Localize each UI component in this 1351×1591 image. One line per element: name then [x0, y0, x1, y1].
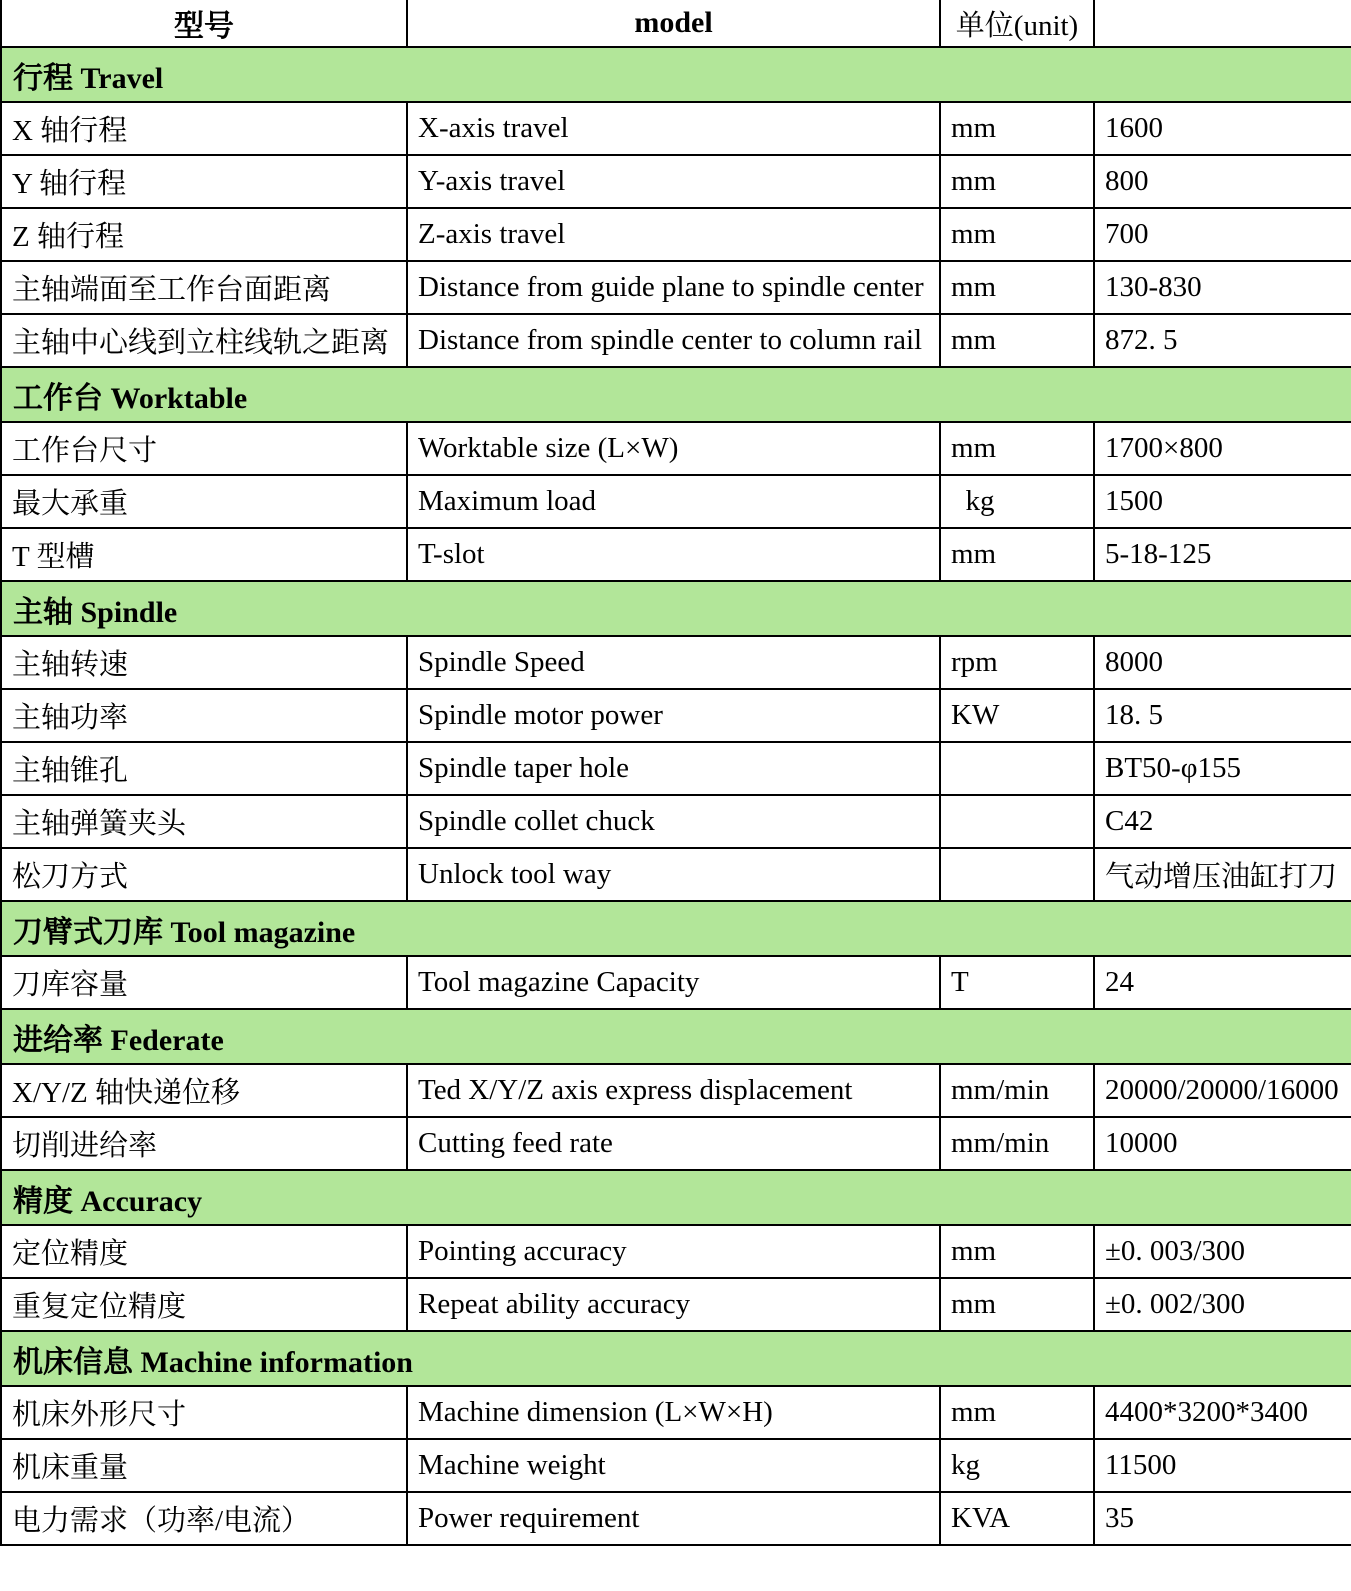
spec-row	[1, 1064, 1351, 1117]
spec-row	[1, 261, 1351, 314]
spec-value: 1700×800	[1094, 422, 1351, 475]
spec-unit: mm/min	[940, 1064, 1094, 1117]
spec-value: 700	[1094, 208, 1351, 261]
spec-name-cn: 最大承重	[1, 475, 407, 528]
section-title: 机床信息 Machine information	[1, 1331, 1351, 1386]
spec-row	[1, 314, 1351, 367]
spec-row	[1, 848, 1351, 901]
spec-value: 800	[1094, 155, 1351, 208]
spec-name-en: Cutting feed rate	[407, 1117, 940, 1170]
spec-row	[1, 689, 1351, 742]
spec-value: 20000/20000/16000	[1094, 1064, 1351, 1117]
spec-value: 24	[1094, 956, 1351, 1009]
spec-unit	[940, 848, 1094, 901]
spec-value: C42	[1094, 795, 1351, 848]
spec-row	[1, 1492, 1351, 1545]
spec-row	[1, 155, 1351, 208]
spec-name-cn: X 轴行程	[1, 102, 407, 155]
header-row	[1, 0, 1351, 47]
spec-unit: mm	[940, 261, 1094, 314]
spec-row	[1, 528, 1351, 581]
spec-row	[1, 475, 1351, 528]
spec-name-cn: 切削进给率	[1, 1117, 407, 1170]
spec-name-en: Spindle motor power	[407, 689, 940, 742]
table-header	[1, 0, 1351, 47]
spec-name-cn: 主轴中心线到立柱线轨之距离	[1, 314, 407, 367]
spec-name-en: Distance from spindle center to column rail	[407, 314, 940, 367]
spec-row	[1, 422, 1351, 475]
spec-row	[1, 1225, 1351, 1278]
spec-name-en: Maximum load	[407, 475, 940, 528]
spec-unit: KW	[940, 689, 1094, 742]
spec-name-cn: 主轴转速	[1, 636, 407, 689]
spec-row	[1, 1278, 1351, 1331]
spec-value: 10000	[1094, 1117, 1351, 1170]
spec-row	[1, 1439, 1351, 1492]
spec-name-en: Repeat ability accuracy	[407, 1278, 940, 1331]
spec-value: 1600	[1094, 102, 1351, 155]
header-model-en: model	[407, 0, 940, 47]
spec-name-cn: Y 轴行程	[1, 155, 407, 208]
section-title: 进给率 Federate	[1, 1009, 1351, 1064]
spec-value: ±0. 003/300	[1094, 1225, 1351, 1278]
spec-value: 气动增压油缸打刀	[1094, 848, 1351, 901]
spec-name-en: Worktable size (L×W)	[407, 422, 940, 475]
spec-unit: mm	[940, 1278, 1094, 1331]
spec-row	[1, 956, 1351, 1009]
spec-name-en: Tool magazine Capacity	[407, 956, 940, 1009]
spec-name-en: Spindle taper hole	[407, 742, 940, 795]
spec-row	[1, 1386, 1351, 1439]
spec-row	[1, 636, 1351, 689]
spec-unit: kg	[940, 1439, 1094, 1492]
spec-unit: kg	[940, 475, 1094, 528]
spec-unit: rpm	[940, 636, 1094, 689]
spec-row	[1, 795, 1351, 848]
section-title: 行程 Travel	[1, 47, 1351, 102]
section-header-row	[1, 1009, 1351, 1064]
spec-name-en: X-axis travel	[407, 102, 940, 155]
section-title: 主轴 Spindle	[1, 581, 1351, 636]
spec-name-cn: 电力需求（功率/电流）	[1, 1492, 407, 1545]
spec-name-en: Machine dimension (L×W×H)	[407, 1386, 940, 1439]
section-header-row	[1, 47, 1351, 102]
table-body	[1, 47, 1351, 1545]
spec-unit: mm	[940, 155, 1094, 208]
spec-row	[1, 208, 1351, 261]
spec-row	[1, 1117, 1351, 1170]
spec-unit: T	[940, 956, 1094, 1009]
spec-name-cn: 重复定位精度	[1, 1278, 407, 1331]
spec-row	[1, 742, 1351, 795]
spec-unit: mm	[940, 208, 1094, 261]
spec-value: 11500	[1094, 1439, 1351, 1492]
spec-unit: mm	[940, 1386, 1094, 1439]
spec-unit: KVA	[940, 1492, 1094, 1545]
section-title: 刀臂式刀库 Tool magazine	[1, 901, 1351, 956]
section-header-row	[1, 901, 1351, 956]
spec-name-en: Spindle Speed	[407, 636, 940, 689]
spec-value: 8000	[1094, 636, 1351, 689]
spec-unit: mm/min	[940, 1117, 1094, 1170]
section-header-row	[1, 581, 1351, 636]
spec-value: 130-830	[1094, 261, 1351, 314]
section-title: 工作台 Worktable	[1, 367, 1351, 422]
spec-name-en: Distance from guide plane to spindle center	[407, 261, 940, 314]
spec-value: ±0. 002/300	[1094, 1278, 1351, 1331]
section-header-row	[1, 367, 1351, 422]
spec-name-cn: 主轴弹簧夹头	[1, 795, 407, 848]
spec-name-en: Power requirement	[407, 1492, 940, 1545]
section-header-row	[1, 1170, 1351, 1225]
spec-value: 35	[1094, 1492, 1351, 1545]
spec-unit: mm	[940, 102, 1094, 155]
spec-name-en: T-slot	[407, 528, 940, 581]
spec-name-cn: 机床重量	[1, 1439, 407, 1492]
spec-name-cn: 松刀方式	[1, 848, 407, 901]
header-unit: 单位(unit)	[940, 0, 1094, 47]
spec-unit	[940, 742, 1094, 795]
section-title: 精度 Accuracy	[1, 1170, 1351, 1225]
header-model-cn: 型号	[1, 0, 407, 47]
spec-name-en: Z-axis travel	[407, 208, 940, 261]
spec-name-cn: 主轴端面至工作台面距离	[1, 261, 407, 314]
spec-value: 4400*3200*3400	[1094, 1386, 1351, 1439]
spec-value: 18. 5	[1094, 689, 1351, 742]
spec-name-en: Pointing accuracy	[407, 1225, 940, 1278]
spec-value: 5-18-125	[1094, 528, 1351, 581]
section-header-row	[1, 1331, 1351, 1386]
spec-name-cn: Z 轴行程	[1, 208, 407, 261]
spec-name-cn: X/Y/Z 轴快递位移	[1, 1064, 407, 1117]
spec-name-cn: 主轴锥孔	[1, 742, 407, 795]
spec-unit: mm	[940, 314, 1094, 367]
spec-unit: mm	[940, 422, 1094, 475]
spec-unit: mm	[940, 528, 1094, 581]
spec-unit: mm	[940, 1225, 1094, 1278]
spec-name-en: Machine weight	[407, 1439, 940, 1492]
spec-value: BT50-φ155	[1094, 742, 1351, 795]
spec-name-cn: 定位精度	[1, 1225, 407, 1278]
spec-name-en: Unlock tool way	[407, 848, 940, 901]
spec-name-en: Y-axis travel	[407, 155, 940, 208]
spec-name-cn: 刀库容量	[1, 956, 407, 1009]
spec-name-cn: 机床外形尺寸	[1, 1386, 407, 1439]
spec-name-cn: 主轴功率	[1, 689, 407, 742]
spec-row	[1, 102, 1351, 155]
header-value-blank	[1094, 0, 1351, 47]
spec-value: 872. 5	[1094, 314, 1351, 367]
spec-name-cn: T 型槽	[1, 528, 407, 581]
spec-name-en: Spindle collet chuck	[407, 795, 940, 848]
spec-name-cn: 工作台尺寸	[1, 422, 407, 475]
spec-unit	[940, 795, 1094, 848]
spec-value: 1500	[1094, 475, 1351, 528]
spec-name-en: Ted X/Y/Z axis express displacement	[407, 1064, 940, 1117]
